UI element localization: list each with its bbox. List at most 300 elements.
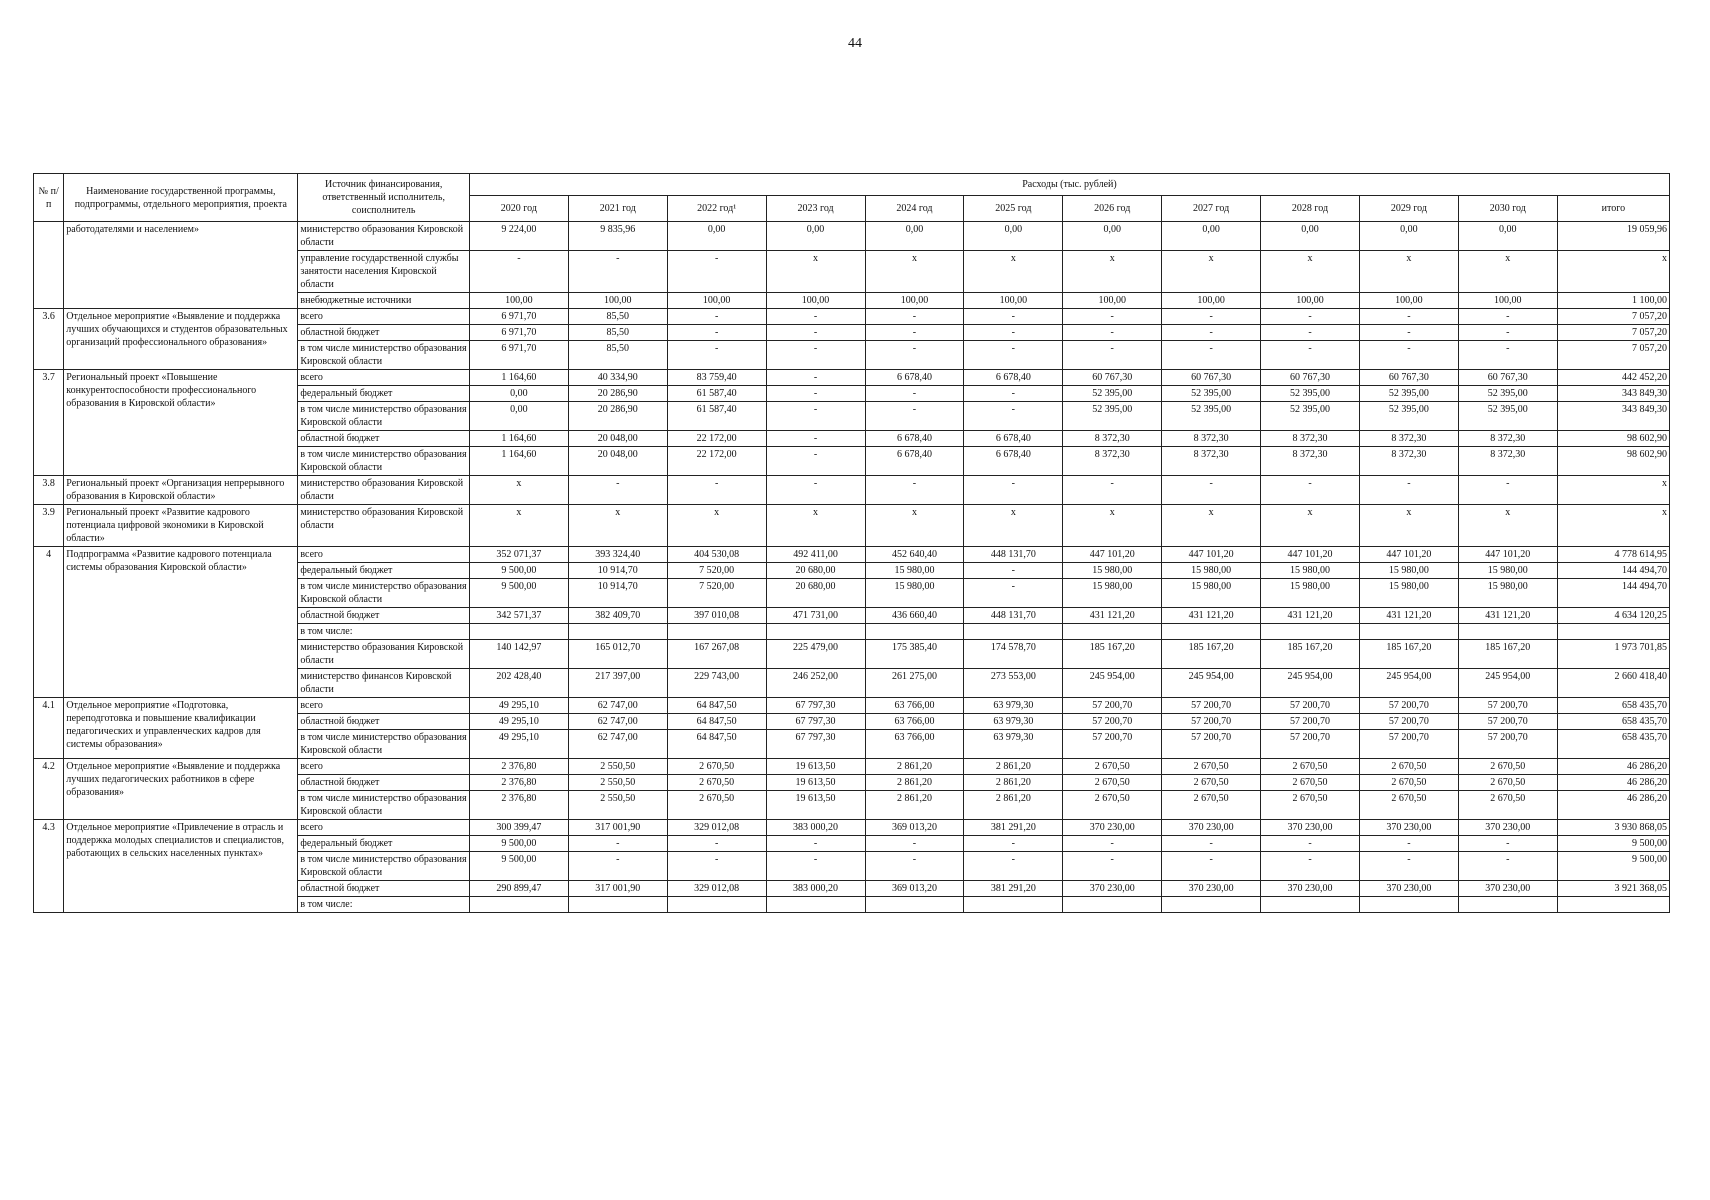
amount-cell: 61 587,40	[667, 402, 766, 431]
amount-cell: -	[1458, 476, 1557, 505]
amount-cell: x	[1261, 505, 1360, 547]
amount-cell: -	[766, 852, 865, 881]
amount-cell: 52 395,00	[1063, 386, 1162, 402]
amount-cell: -	[1359, 852, 1458, 881]
amount-cell: 15 980,00	[1162, 579, 1261, 608]
amount-cell: 1 164,60	[469, 447, 568, 476]
amount-cell	[766, 897, 865, 913]
amount-cell: 15 980,00	[1261, 563, 1360, 579]
amount-cell: 60 767,30	[1458, 370, 1557, 386]
total-cell: x	[1557, 251, 1669, 293]
amount-cell: 448 131,70	[964, 547, 1063, 563]
amount-cell: 2 550,50	[568, 759, 667, 775]
amount-cell: 2 670,50	[1162, 775, 1261, 791]
header-year: 2025 год	[964, 196, 1063, 222]
amount-cell: -	[1261, 341, 1360, 370]
amount-cell: -	[766, 325, 865, 341]
amount-cell: 317 001,90	[568, 820, 667, 836]
amount-cell: 8 372,30	[1359, 447, 1458, 476]
table-row	[34, 547, 1670, 563]
amount-cell: 100,00	[568, 293, 667, 309]
funding-source: в том числе министерство образования Кировской области	[298, 447, 470, 476]
amount-cell: x	[1261, 251, 1360, 293]
amount-cell: 2 670,50	[1261, 775, 1360, 791]
row-index: 3.6	[34, 309, 64, 370]
amount-cell: 8 372,30	[1458, 431, 1557, 447]
amount-cell: -	[865, 386, 964, 402]
amount-cell: -	[1162, 852, 1261, 881]
amount-cell: 62 747,00	[568, 730, 667, 759]
amount-cell: 2 861,20	[865, 759, 964, 775]
amount-cell: 404 530,08	[667, 547, 766, 563]
amount-cell: 381 291,20	[964, 820, 1063, 836]
amount-cell: 471 731,00	[766, 608, 865, 624]
amount-cell: -	[964, 579, 1063, 608]
amount-cell	[469, 897, 568, 913]
amount-cell: 383 000,20	[766, 820, 865, 836]
amount-cell: 19 613,50	[766, 759, 865, 775]
amount-cell: 370 230,00	[1162, 820, 1261, 836]
amount-cell: -	[1063, 325, 1162, 341]
amount-cell: 0,00	[1359, 222, 1458, 251]
amount-cell: 175 385,40	[865, 640, 964, 669]
amount-cell: -	[1162, 325, 1261, 341]
amount-cell: 0,00	[865, 222, 964, 251]
amount-cell: 15 980,00	[1359, 579, 1458, 608]
amount-cell: 2 861,20	[964, 791, 1063, 820]
amount-cell: 15 980,00	[865, 563, 964, 579]
amount-cell: 185 167,20	[1162, 640, 1261, 669]
amount-cell: x	[964, 251, 1063, 293]
funding-source: управление государственной службы занятости населения Кировской области	[298, 251, 470, 293]
amount-cell: 6 971,70	[469, 341, 568, 370]
total-cell: 144 494,70	[1557, 563, 1669, 579]
amount-cell: 431 121,20	[1261, 608, 1360, 624]
total-cell: 442 452,20	[1557, 370, 1669, 386]
amount-cell: 57 200,70	[1162, 714, 1261, 730]
funding-source: федеральный бюджет	[298, 563, 470, 579]
amount-cell: 40 334,90	[568, 370, 667, 386]
amount-cell: 0,00	[1162, 222, 1261, 251]
amount-cell: 167 267,08	[667, 640, 766, 669]
amount-cell: 185 167,20	[1261, 640, 1360, 669]
amount-cell: 52 395,00	[1162, 402, 1261, 431]
amount-cell: -	[865, 402, 964, 431]
header-year: 2029 год	[1359, 196, 1458, 222]
amount-cell: 342 571,37	[469, 608, 568, 624]
amount-cell: 6 678,40	[865, 431, 964, 447]
amount-cell	[667, 624, 766, 640]
amount-cell: x	[469, 476, 568, 505]
amount-cell: 10 914,70	[568, 579, 667, 608]
amount-cell: 63 766,00	[865, 714, 964, 730]
funding-source: областной бюджет	[298, 881, 470, 897]
amount-cell: -	[1162, 309, 1261, 325]
total-cell: 3 921 368,05	[1557, 881, 1669, 897]
amount-cell: 2 670,50	[1458, 759, 1557, 775]
amount-cell: 0,00	[1063, 222, 1162, 251]
header-expenses: Расходы (тыс. рублей)	[469, 174, 1669, 196]
amount-cell: -	[964, 341, 1063, 370]
amount-cell: 20 680,00	[766, 563, 865, 579]
amount-cell: 15 980,00	[1458, 579, 1557, 608]
amount-cell: 20 286,90	[568, 402, 667, 431]
amount-cell: x	[865, 505, 964, 547]
amount-cell: 1 164,60	[469, 370, 568, 386]
header-year: 2024 год	[865, 196, 964, 222]
program-name: Отдельное мероприятие «Подготовка, переподготовка и повышение квалификации педагогических и управленческих кадров для системы образования»	[64, 698, 298, 759]
amount-cell: 447 101,20	[1261, 547, 1360, 563]
table-row	[34, 820, 1670, 836]
amount-cell: 2 670,50	[1359, 791, 1458, 820]
amount-cell: x	[568, 505, 667, 547]
total-cell: x	[1557, 505, 1669, 547]
amount-cell: 225 479,00	[766, 640, 865, 669]
amount-cell: 393 324,40	[568, 547, 667, 563]
amount-cell: 261 275,00	[865, 669, 964, 698]
amount-cell: -	[964, 476, 1063, 505]
funding-source: областной бюджет	[298, 714, 470, 730]
amount-cell: 100,00	[1063, 293, 1162, 309]
amount-cell: -	[1162, 476, 1261, 505]
amount-cell: 369 013,20	[865, 820, 964, 836]
amount-cell: 329 012,08	[667, 881, 766, 897]
total-cell: 3 930 868,05	[1557, 820, 1669, 836]
table-row	[34, 309, 1670, 325]
amount-cell: 2 550,50	[568, 791, 667, 820]
amount-cell: -	[1359, 325, 1458, 341]
table-row	[34, 222, 1670, 251]
program-name: Отдельное мероприятие «Выявление и поддержка лучших обучающихся и студентов образовательных организаций профессионального образования»	[64, 309, 298, 370]
row-index: 4	[34, 547, 64, 698]
amount-cell: 0,00	[469, 402, 568, 431]
amount-cell: 57 200,70	[1063, 730, 1162, 759]
amount-cell: 370 230,00	[1063, 881, 1162, 897]
amount-cell: 8 372,30	[1261, 431, 1360, 447]
amount-cell: 57 200,70	[1162, 730, 1261, 759]
amount-cell: 185 167,20	[1359, 640, 1458, 669]
total-cell: 2 660 418,40	[1557, 669, 1669, 698]
amount-cell: -	[964, 836, 1063, 852]
amount-cell: 2 670,50	[1458, 775, 1557, 791]
table-header	[34, 174, 1670, 222]
program-name: Региональный проект «Развитие кадрового потенциала цифровой экономики в Кировской области»	[64, 505, 298, 547]
program-name: работодателями и населением»	[64, 222, 298, 309]
amount-cell: 217 397,00	[568, 669, 667, 698]
amount-cell: 2 670,50	[667, 775, 766, 791]
amount-cell: x	[964, 505, 1063, 547]
amount-cell	[1359, 897, 1458, 913]
total-cell: 4 778 614,95	[1557, 547, 1669, 563]
amount-cell: 57 200,70	[1458, 730, 1557, 759]
amount-cell: x	[1063, 251, 1162, 293]
amount-cell	[1063, 897, 1162, 913]
amount-cell: 382 409,70	[568, 608, 667, 624]
amount-cell: 2 861,20	[865, 791, 964, 820]
total-cell: 1 100,00	[1557, 293, 1669, 309]
header-name: Наименование государственной программы, подпрограммы, отдельного мероприятия, проекта	[64, 174, 298, 222]
amount-cell: 2 670,50	[1162, 759, 1261, 775]
table-row	[34, 698, 1670, 714]
amount-cell: 57 200,70	[1359, 730, 1458, 759]
amount-cell: 9 500,00	[469, 836, 568, 852]
amount-cell: -	[1458, 309, 1557, 325]
amount-cell: 9 500,00	[469, 852, 568, 881]
total-cell: 46 286,20	[1557, 791, 1669, 820]
total-cell: 144 494,70	[1557, 579, 1669, 608]
amount-cell: 246 252,00	[766, 669, 865, 698]
funding-source: министерство финансов Кировской области	[298, 669, 470, 698]
amount-cell: 202 428,40	[469, 669, 568, 698]
amount-cell: 0,00	[1458, 222, 1557, 251]
amount-cell: -	[964, 563, 1063, 579]
amount-cell: 329 012,08	[667, 820, 766, 836]
amount-cell: 63 766,00	[865, 698, 964, 714]
amount-cell: 2 670,50	[1359, 775, 1458, 791]
amount-cell: 448 131,70	[964, 608, 1063, 624]
amount-cell: 2 861,20	[865, 775, 964, 791]
row-index: 3.9	[34, 505, 64, 547]
program-name: Региональный проект «Повышение конкурентоспособности профессионального образования в Кировской области»	[64, 370, 298, 476]
funding-source: в том числе министерство образования Кировской области	[298, 402, 470, 431]
amount-cell: 83 759,40	[667, 370, 766, 386]
amount-cell: 19 613,50	[766, 791, 865, 820]
amount-cell: 15 980,00	[1359, 563, 1458, 579]
amount-cell: 2 861,20	[964, 759, 1063, 775]
header-year: итого	[1557, 196, 1669, 222]
amount-cell: 2 670,50	[1359, 759, 1458, 775]
amount-cell: 9 500,00	[469, 579, 568, 608]
amount-cell: -	[1359, 476, 1458, 505]
amount-cell: 245 954,00	[1458, 669, 1557, 698]
amount-cell: -	[667, 325, 766, 341]
amount-cell: -	[766, 309, 865, 325]
funding-source: областной бюджет	[298, 775, 470, 791]
amount-cell: 20 286,90	[568, 386, 667, 402]
amount-cell: 52 395,00	[1063, 402, 1162, 431]
amount-cell: 8 372,30	[1458, 447, 1557, 476]
program-name: Отдельное мероприятие «Привлечение в отрасль и поддержка молодых специалистов и специалистов, работающих в сельских населенных пунктах»	[64, 820, 298, 913]
amount-cell: 370 230,00	[1162, 881, 1261, 897]
total-cell: 7 057,20	[1557, 341, 1669, 370]
amount-cell: 60 767,30	[1261, 370, 1360, 386]
amount-cell: 1 164,60	[469, 431, 568, 447]
funding-source: в том числе министерство образования Кировской области	[298, 341, 470, 370]
program-name: Региональный проект «Организация непрерывного образования в Кировской области»	[64, 476, 298, 505]
funding-source: в том числе министерство образования Кировской области	[298, 579, 470, 608]
amount-cell: 57 200,70	[1261, 698, 1360, 714]
amount-cell: 52 395,00	[1359, 402, 1458, 431]
amount-cell: -	[1359, 836, 1458, 852]
total-cell: 658 435,70	[1557, 698, 1669, 714]
amount-cell: 20 680,00	[766, 579, 865, 608]
amount-cell: 49 295,10	[469, 698, 568, 714]
program-name: Подпрограмма «Развитие кадрового потенциала системы образования Кировской области»	[64, 547, 298, 698]
amount-cell	[1063, 624, 1162, 640]
funding-source: всего	[298, 820, 470, 836]
header-year: 2030 год	[1458, 196, 1557, 222]
amount-cell: 100,00	[865, 293, 964, 309]
amount-cell: -	[1458, 341, 1557, 370]
total-cell: x	[1557, 476, 1669, 505]
amount-cell: x	[1458, 505, 1557, 547]
amount-cell	[964, 624, 1063, 640]
amount-cell: 165 012,70	[568, 640, 667, 669]
funding-source: федеральный бюджет	[298, 386, 470, 402]
amount-cell: 2 670,50	[1261, 791, 1360, 820]
funding-source: всего	[298, 370, 470, 386]
amount-cell: -	[865, 341, 964, 370]
amount-cell: 2 670,50	[1063, 791, 1162, 820]
total-cell: 9 500,00	[1557, 836, 1669, 852]
header-source: Источник финансирования, ответственный исполнитель, соисполнитель	[298, 174, 470, 222]
amount-cell	[1261, 897, 1360, 913]
amount-cell: 20 048,00	[568, 447, 667, 476]
amount-cell: -	[964, 402, 1063, 431]
amount-cell: 52 395,00	[1359, 386, 1458, 402]
amount-cell: 2 376,80	[469, 759, 568, 775]
amount-cell: 100,00	[1261, 293, 1360, 309]
header-year: 2021 год	[568, 196, 667, 222]
table-body	[34, 222, 1670, 913]
amount-cell: 15 980,00	[1063, 579, 1162, 608]
amount-cell: 6 678,40	[865, 447, 964, 476]
amount-cell: -	[568, 476, 667, 505]
amount-cell: 7 520,00	[667, 563, 766, 579]
amount-cell: 61 587,40	[667, 386, 766, 402]
amount-cell: -	[964, 309, 1063, 325]
amount-cell: -	[667, 309, 766, 325]
amount-cell: 85,50	[568, 341, 667, 370]
amount-cell: -	[1261, 852, 1360, 881]
amount-cell: 6 678,40	[964, 370, 1063, 386]
amount-cell: 2 376,80	[469, 775, 568, 791]
amount-cell: 57 200,70	[1359, 714, 1458, 730]
amount-cell: -	[1162, 836, 1261, 852]
amount-cell: -	[1261, 325, 1360, 341]
amount-cell: 67 797,30	[766, 698, 865, 714]
amount-cell: 185 167,20	[1458, 640, 1557, 669]
amount-cell: x	[667, 505, 766, 547]
amount-cell: x	[469, 505, 568, 547]
amount-cell: 15 980,00	[1261, 579, 1360, 608]
amount-cell: 140 142,97	[469, 640, 568, 669]
amount-cell	[568, 897, 667, 913]
amount-cell: -	[865, 836, 964, 852]
amount-cell: 6 971,70	[469, 309, 568, 325]
total-cell: 98 602,90	[1557, 447, 1669, 476]
amount-cell: 49 295,10	[469, 714, 568, 730]
amount-cell: 52 395,00	[1162, 386, 1261, 402]
amount-cell: 185 167,20	[1063, 640, 1162, 669]
amount-cell: 431 121,20	[1458, 608, 1557, 624]
amount-cell: 9 835,96	[568, 222, 667, 251]
amount-cell: 245 954,00	[1359, 669, 1458, 698]
amount-cell: 15 980,00	[1063, 563, 1162, 579]
amount-cell: 174 578,70	[964, 640, 1063, 669]
row-index: 3.8	[34, 476, 64, 505]
row-index: 4.2	[34, 759, 64, 820]
amount-cell: 431 121,20	[1359, 608, 1458, 624]
amount-cell: -	[1261, 476, 1360, 505]
amount-cell: 2 670,50	[667, 759, 766, 775]
amount-cell: -	[865, 325, 964, 341]
header-no: № п/п	[34, 174, 64, 222]
amount-cell: -	[964, 325, 1063, 341]
amount-cell: 0,00	[964, 222, 1063, 251]
amount-cell: 52 395,00	[1458, 386, 1557, 402]
amount-cell: -	[964, 386, 1063, 402]
amount-cell: 57 200,70	[1063, 698, 1162, 714]
amount-cell: 6 971,70	[469, 325, 568, 341]
amount-cell: -	[1063, 852, 1162, 881]
table-row	[34, 759, 1670, 775]
amount-cell: -	[667, 341, 766, 370]
amount-cell: 2 670,50	[1063, 759, 1162, 775]
amount-cell: -	[766, 447, 865, 476]
amount-cell: -	[766, 476, 865, 505]
funding-source: в том числе:	[298, 624, 470, 640]
funding-source: в том числе министерство образования Кировской области	[298, 791, 470, 820]
amount-cell: -	[865, 852, 964, 881]
amount-cell: 64 847,50	[667, 698, 766, 714]
amount-cell	[1458, 897, 1557, 913]
amount-cell: 57 200,70	[1458, 698, 1557, 714]
amount-cell: -	[1063, 836, 1162, 852]
amount-cell: x	[865, 251, 964, 293]
amount-cell: 57 200,70	[1458, 714, 1557, 730]
amount-cell: 20 048,00	[568, 431, 667, 447]
amount-cell: -	[1162, 341, 1261, 370]
amount-cell: 57 200,70	[1162, 698, 1261, 714]
header-year: 2028 год	[1261, 196, 1360, 222]
total-cell: 343 849,30	[1557, 402, 1669, 431]
amount-cell: -	[1458, 325, 1557, 341]
amount-cell: 370 230,00	[1458, 820, 1557, 836]
funding-source: всего	[298, 547, 470, 563]
amount-cell: 2 670,50	[1458, 791, 1557, 820]
amount-cell: 245 954,00	[1063, 669, 1162, 698]
amount-cell: 100,00	[1359, 293, 1458, 309]
amount-cell: 22 172,00	[667, 431, 766, 447]
amount-cell: 290 899,47	[469, 881, 568, 897]
amount-cell: 100,00	[766, 293, 865, 309]
amount-cell: 6 678,40	[865, 370, 964, 386]
total-cell: 1 973 701,85	[1557, 640, 1669, 669]
total-cell: 658 435,70	[1557, 714, 1669, 730]
amount-cell: 370 230,00	[1359, 820, 1458, 836]
amount-cell	[568, 624, 667, 640]
amount-cell: 352 071,37	[469, 547, 568, 563]
amount-cell: 381 291,20	[964, 881, 1063, 897]
amount-cell: 57 200,70	[1063, 714, 1162, 730]
amount-cell: -	[568, 836, 667, 852]
amount-cell: 7 520,00	[667, 579, 766, 608]
total-cell	[1557, 897, 1669, 913]
amount-cell: 2 670,50	[1162, 791, 1261, 820]
amount-cell: 49 295,10	[469, 730, 568, 759]
funding-source: в том числе министерство образования Кировской области	[298, 730, 470, 759]
amount-cell	[865, 624, 964, 640]
amount-cell	[1261, 624, 1360, 640]
amount-cell: -	[766, 341, 865, 370]
amount-cell	[766, 624, 865, 640]
header-year: 2020 год	[469, 196, 568, 222]
amount-cell: 8 372,30	[1063, 447, 1162, 476]
total-cell: 7 057,20	[1557, 309, 1669, 325]
amount-cell	[964, 897, 1063, 913]
amount-cell: 52 395,00	[1458, 402, 1557, 431]
